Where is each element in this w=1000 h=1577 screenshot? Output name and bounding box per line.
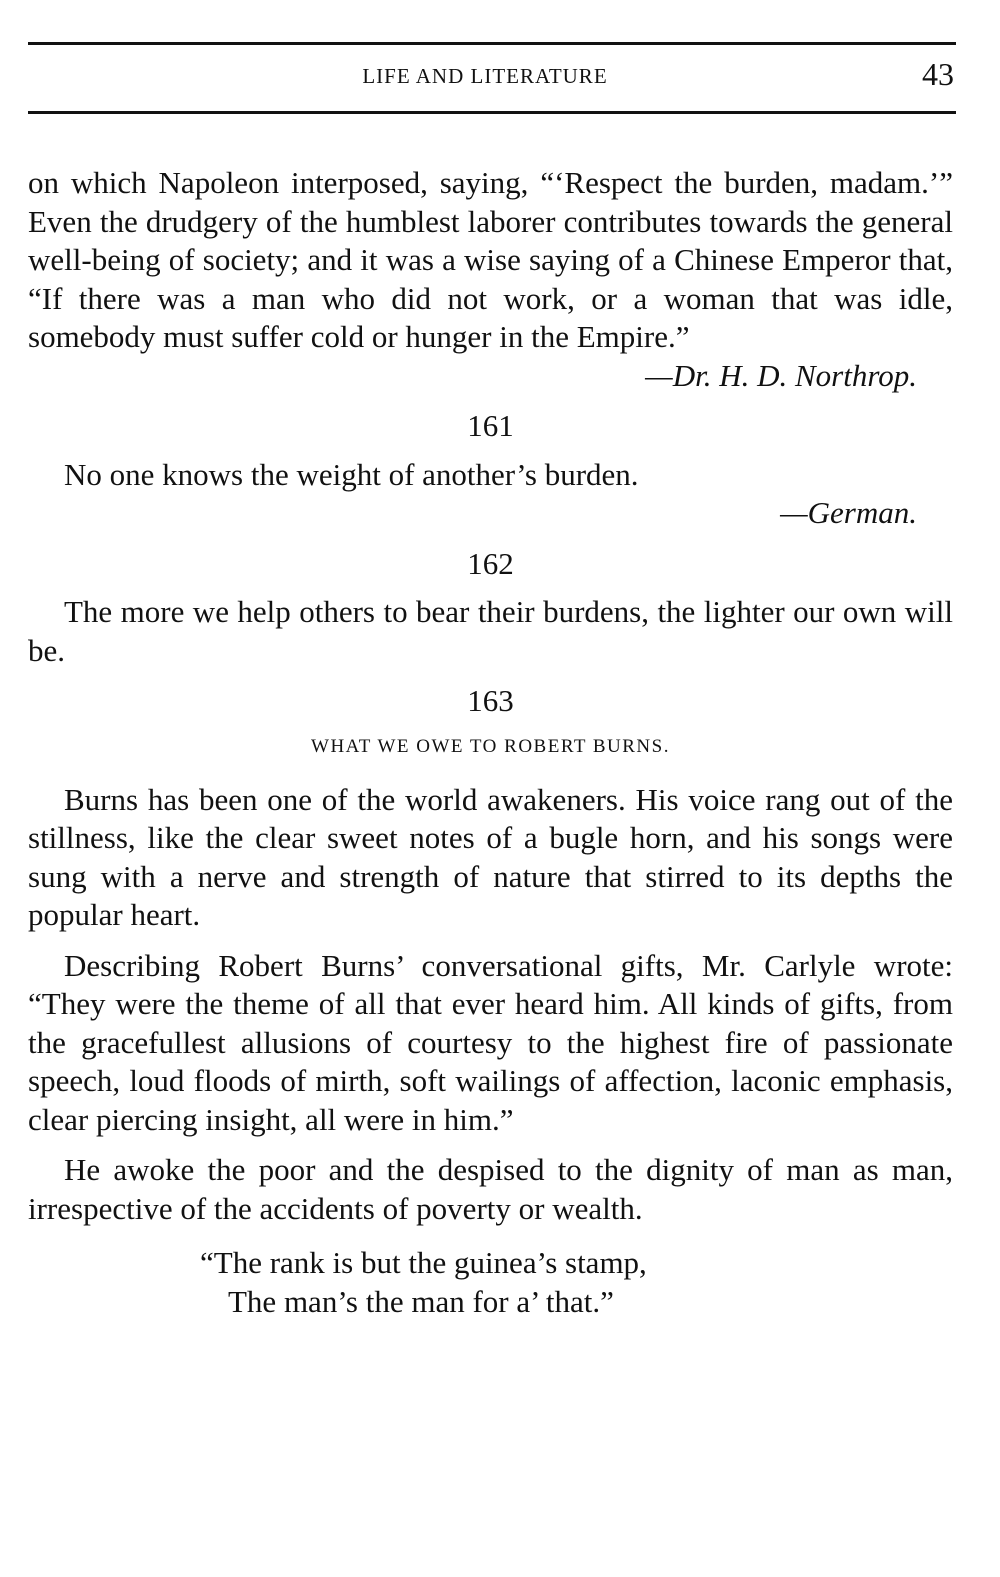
paragraph-burns-2: Describing Robert Burns’ conversational gifts, Mr. Carlyle wrote: “They were the theme of all that ever heard him. All kinds of gifts, from the gracefullest allusions of courtesy to the highest fire of passionate speech, loud floods of mirth, soft wailings of affection, laconic emphasis, clear piercing insight, all were in him.” (28, 947, 953, 1137)
section-heading-burns: WHAT WE OWE TO ROBERT BURNS. (311, 735, 670, 757)
entry-number-161: 161 (467, 408, 514, 443)
entry-number-163: 163 (467, 683, 514, 718)
header-bottom-rule (28, 111, 956, 114)
entry-number-162: 162 (467, 545, 514, 581)
paragraph-burns-3: He awoke the poor and the despised to the dignity of man as man, irrespective of the accidents of poverty or wealth. (28, 1152, 953, 1226)
paragraph-162: The more we help others to bear their burdens, the lighter our own will be. (28, 594, 953, 668)
paragraph-161: No one knows the weight of another’s burden. (64, 456, 639, 492)
page-number: 43 (922, 56, 954, 92)
verse-line-1: “The rank is but the guinea’s stamp, (200, 1245, 647, 1280)
attribution-northrop: —Dr. H. D. Northrop. (645, 357, 917, 393)
verse-line-2: The man’s the man for a’ that.” (228, 1283, 614, 1319)
attribution-german: —German. (780, 495, 917, 530)
paragraph-burns-1: Burns has been one of the world awakeners. His voice rang out of the stillness, like the clear sweet notes of a bugle horn, and his songs were sung with a nerve and strength of nature that stirred to its depths the popular heart. (28, 781, 953, 932)
verse-quote (28, 1244, 953, 1321)
page-content (28, 164, 953, 1321)
header-top-rule (28, 42, 956, 45)
running-title: LIFE AND LITERATURE (362, 64, 608, 88)
paragraph-continuation: on which Napoleon interposed, saying, “‘Respect the burden, madam.’” Even the drudgery of the humblest laborer contributes towards the general well-being of society; and it was a wise saying of a Chinese Emperor that, “If there was a man who did not work, or a woman that was idle, somebody must suffer cold or hunger in the Empire.” (28, 165, 953, 354)
